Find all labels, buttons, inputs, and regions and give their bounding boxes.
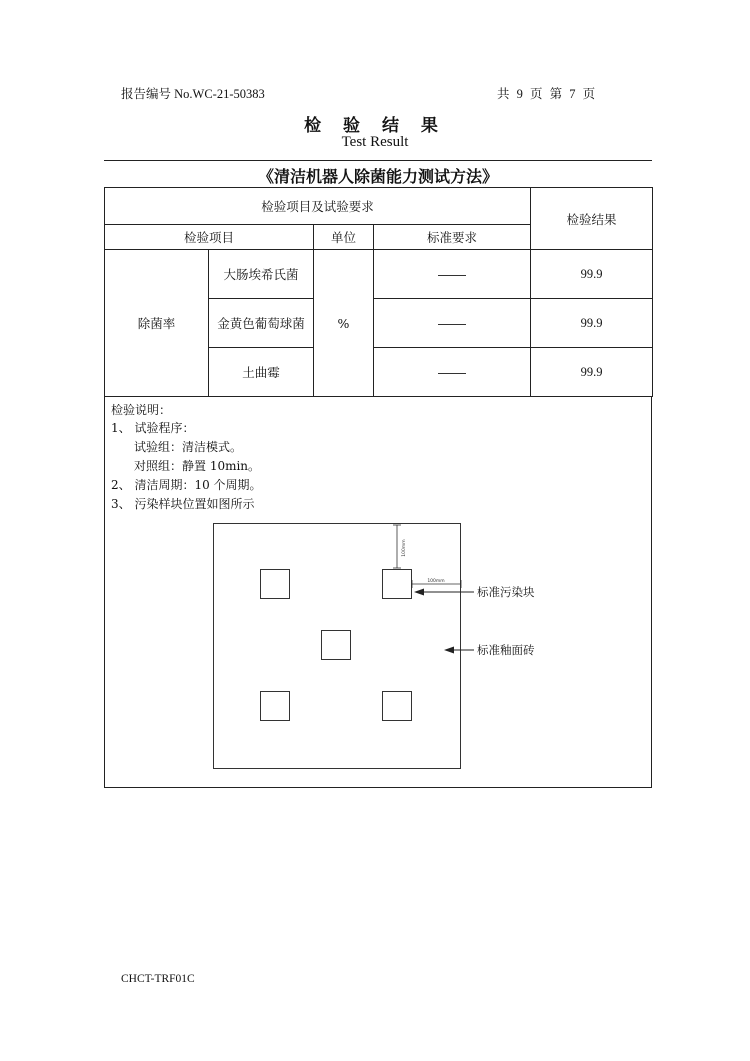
block-arrow-head (414, 589, 424, 596)
horizontal-dimension-label: 100mm (427, 579, 445, 584)
note-line: 对照组：静置 10min。 (134, 459, 261, 473)
standard-block-label: 标准污染块 (477, 585, 535, 599)
result-cell: 99.9 (531, 250, 653, 299)
result-header: 检验结果 (531, 188, 653, 250)
note-line: 试验组：清洁模式。 (134, 440, 243, 454)
col-item-header: 检验项目 (105, 225, 314, 250)
result-cell: 99.9 (531, 299, 653, 348)
vertical-dimension-label: 100mm (402, 539, 407, 557)
page-count: 共 9 页 第 7 页 (497, 87, 596, 101)
report-number: 报告编号 No.WC-21-50383 (121, 87, 265, 101)
col-unit-header: 单位 (314, 225, 374, 250)
col-standard-header: 标准要求 (374, 225, 531, 250)
category-cell: 除菌率 (105, 250, 209, 397)
tile-arrow-head (444, 647, 454, 654)
notes-heading: 检验说明： (111, 403, 172, 417)
organism-cell: 土曲霉 (209, 348, 314, 397)
organism-cell: 金黄色葡萄球菌 (209, 299, 314, 348)
form-code: CHCT-TRF01C (121, 973, 195, 985)
page-title-cn: 检 验 结 果 (304, 116, 446, 136)
page-title-en: Test Result (341, 134, 409, 150)
unit-cell: % (314, 250, 374, 397)
organism-cell: 大肠埃希氏菌 (209, 250, 314, 299)
method-title: 《清洁机器人除菌能力测试方法》 (257, 167, 498, 186)
standard-tile-label: 标准釉面砖 (477, 643, 535, 657)
note-line: 1、 试验程序： (111, 421, 195, 435)
result-cell: 99.9 (531, 348, 653, 397)
group-header: 检验项目及试验要求 (105, 188, 531, 225)
note-line: 2、 清洁周期：10 个周期。 (111, 478, 262, 492)
note-line: 3、 污染样块位置如图所示 (111, 497, 255, 511)
